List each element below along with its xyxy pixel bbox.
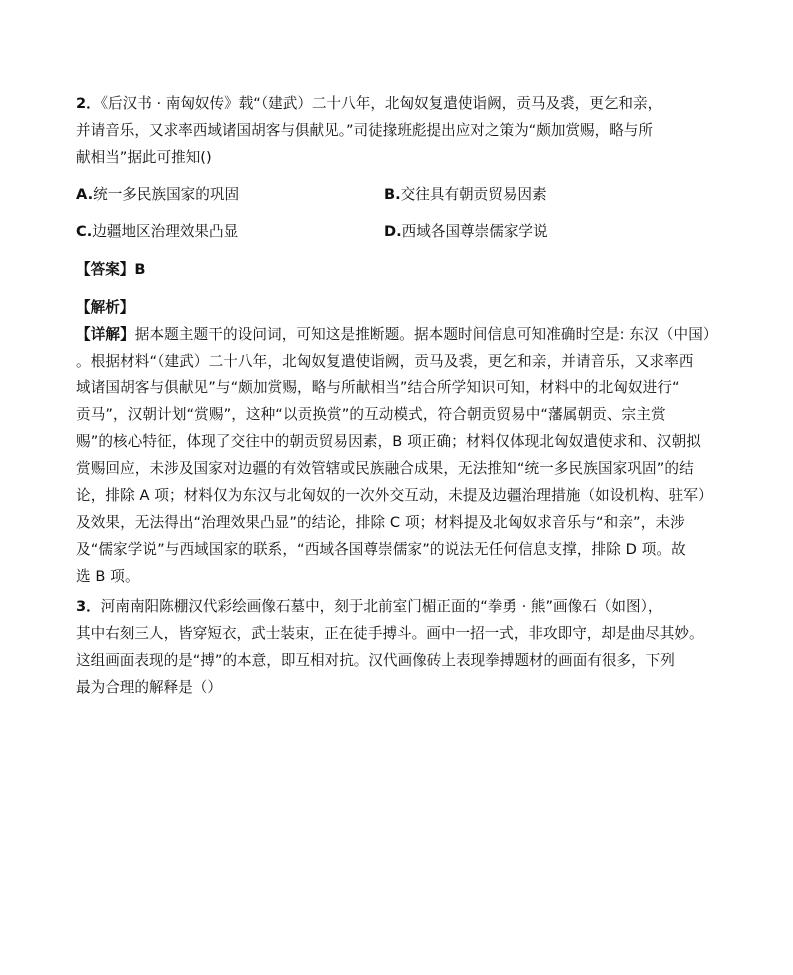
question-2-number: 2． [76,95,101,112]
answer-value: B [134,261,146,278]
analysis-text-1: 据本题主题干的设问词，可知这是推断题。据本题时间信息可知准确时空是: 东汉（中国） [134,326,718,343]
analysis-line-4: 贡马”，汉朝计划“赏赐”，这种“以贡换赏”的互动模式，符合朝贡贸易中“藩属朝贡、宗主赏 [76,406,666,423]
analysis-line-2: 。根据材料“（建武）二十八年，北匈奴复遣使诣阙，贡马及裘，更乞和亲，并请音乐，又求率西 [76,353,694,370]
answer-tag: 【答案】 [76,261,135,278]
question-2-line-1 [76,94,662,114]
option-a-text: 统一多民族国家的巩固 [93,186,240,203]
question-3-line-1 [76,597,662,617]
question-2-stem-1: 《后汉书 · 南匈奴传》载“（建武）二十八年，北匈奴复遣使诣阙，贡马及裘，更乞和亲， [100,95,663,112]
question-3-line-3: 这组画面表现的是“搏”的本意，即互相对抗。汉代画像砖上表现拳搏题材的画面有很多，下列 [76,652,675,669]
option-c [76,222,238,242]
option-c-text: 边疆地区治理效果凸显 [92,223,239,240]
analysis-line-9: 及“儒家学说”与西域国家的联系，“西域各国尊崇儒家”的说法无任何信息支撑，排除 D 项。故 [76,541,686,558]
option-b-text: 交往具有朝贡贸易因素 [400,186,547,203]
analysis-line-10: 选 B 项。 [76,568,140,585]
question-3-stem-1: 河南南阳陈棚汉代彩绘画像石墓中，刻于北前室门楣正面的“拳勇 · 熊”画像石（如图）， [100,598,663,615]
analysis-line-8: 及效果，无法得出“治理效果凸显”的结论，排除 C 项；材料提及北匈奴求音乐与“和亲”，未涉 [76,514,685,531]
question-2-line-3: 献相当”据此可推知() [76,149,212,166]
analysis-line-5: 赐”的核心特征，体现了交往中的朝贡贸易因素，B 项正确；材料仅体现北匈奴遣使求和、汉朝拟 [76,433,701,450]
analysis-line-1 [76,325,718,345]
question-3-number: 3． [76,598,101,615]
analysis-line-3: 域诸国胡客与俱献见”与“颇加赏赐，略与所献相当”结合所学知识可知，材料中的北匈奴进行“ [76,379,680,396]
analysis-line-6: 赏赐回应，未涉及国家对边疆的有效管辖或民族融合成果，无法推知“统一多民族国家巩固”的结 [76,460,694,477]
analysis-heading [76,298,134,318]
option-a [76,185,239,205]
option-d-text: 西域各国尊崇儒家学说 [401,223,548,240]
analysis-tag: 【解析】 [76,299,135,316]
question-3-line-4: 最为合理的解释是（） [76,679,222,696]
option-b-letter: B. [384,186,401,203]
detail-tag: 【详解】 [76,326,135,343]
option-d [384,222,548,242]
question-2-line-2: 并请音乐，又求率西域诸国胡客与俱献见。”司徒掾班彪提出应对之策为“颇加赏赐，略与所 [76,122,653,139]
option-c-letter: C. [76,223,93,240]
question-3-line-2: 其中右刻三人，皆穿短衣，武士装束，正在徒手搏斗。画中一招一式，非攻即守，却是曲尽其妙。 [76,625,704,642]
analysis-line-7: 论，排除 A 项；材料仅为东汉与北匈奴的一次外交互动，未提及边疆治理措施（如设机构、驻军） [76,487,713,504]
answer-line [76,260,146,280]
option-b [384,185,547,205]
option-d-letter: D. [384,223,402,240]
option-a-letter: A. [76,186,94,203]
